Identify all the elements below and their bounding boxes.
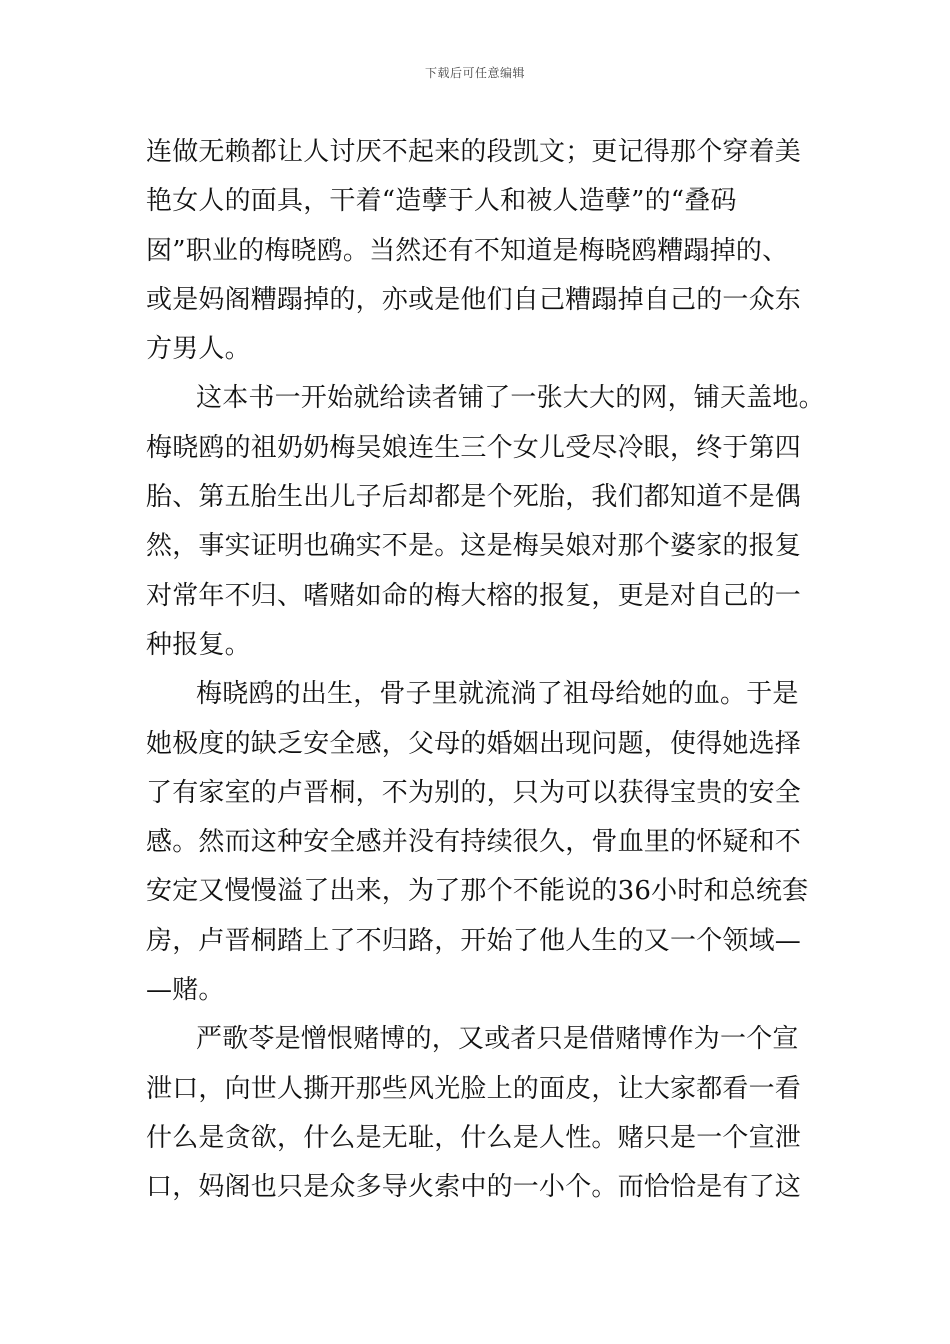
text-line: 然，事实证明也确实不是。这是梅吴娘对那个婆家的报复 <box>146 531 802 562</box>
text-line: —赌。 <box>146 975 225 1006</box>
text-line: 什么是贪欲，什么是无耻，什么是人性。赌只是一个宣泄 <box>146 1122 802 1153</box>
text-line: 安定又慢慢溢了出来，为了那个不能说的36小时和总统套 <box>146 876 809 907</box>
body-text <box>146 128 825 1213</box>
text-line: 或是妈阁糟蹋掉的，亦或是他们自己糟蹋掉自己的一众东 <box>146 284 802 315</box>
text-line: 了有家室的卢晋桐，不为别的，只为可以获得宝贵的安全 <box>146 777 802 808</box>
page-header: 下载后可任意编辑 <box>424 66 525 80</box>
text-line: 她极度的缺乏安全感，父母的婚姻出现问题，使得她选择 <box>146 728 802 759</box>
text-line: 对常年不归、嗜赌如命的梅大榕的报复，更是对自己的一 <box>146 580 802 611</box>
text-line: 感。然而这种安全感并没有持续很久，骨血里的怀疑和不 <box>146 827 802 858</box>
text-line: 囡”职业的梅晓鸥。当然还有不知道是梅晓鸥糟蹋掉的、 <box>146 235 789 266</box>
paragraph-first-line: 梅晓鸥的出生，骨子里就流淌了祖母给她的血。于是 <box>196 679 799 710</box>
text-line: 种报复。 <box>146 629 251 660</box>
text-line: 泄口，向世人撕开那些风光脸上的面皮，让大家都看一看 <box>146 1073 802 1104</box>
text-line: 胎、第五胎生出儿子后却都是个死胎，我们都知道不是偶 <box>146 482 802 513</box>
text-line: 梅晓鸥的祖奶奶梅吴娘连生三个女儿受尽冷眼，终于第四 <box>146 432 802 463</box>
text-line: 连做无赖都让人讨厌不起来的段凯文；更记得那个穿着美 <box>146 137 802 167</box>
text-line: 艳女人的面具，干着“造孽于人和被人造孽”的“叠码 <box>146 186 737 217</box>
text-line: 房，卢晋桐踏上了不归路，开始了他人生的又一个领域— <box>146 925 802 956</box>
text-line: 口，妈阁也只是众多导火索中的一小个。而恰恰是有了这 <box>146 1172 802 1203</box>
paragraph-first-line: 严歌苓是憎恨赌博的，又或者只是借赌博作为一个宣 <box>196 1024 799 1055</box>
text-line: 方男人。 <box>146 334 251 365</box>
paragraph-first-line: 这本书一开始就给读者铺了一张大大的网，铺天盖地。 <box>196 383 825 414</box>
